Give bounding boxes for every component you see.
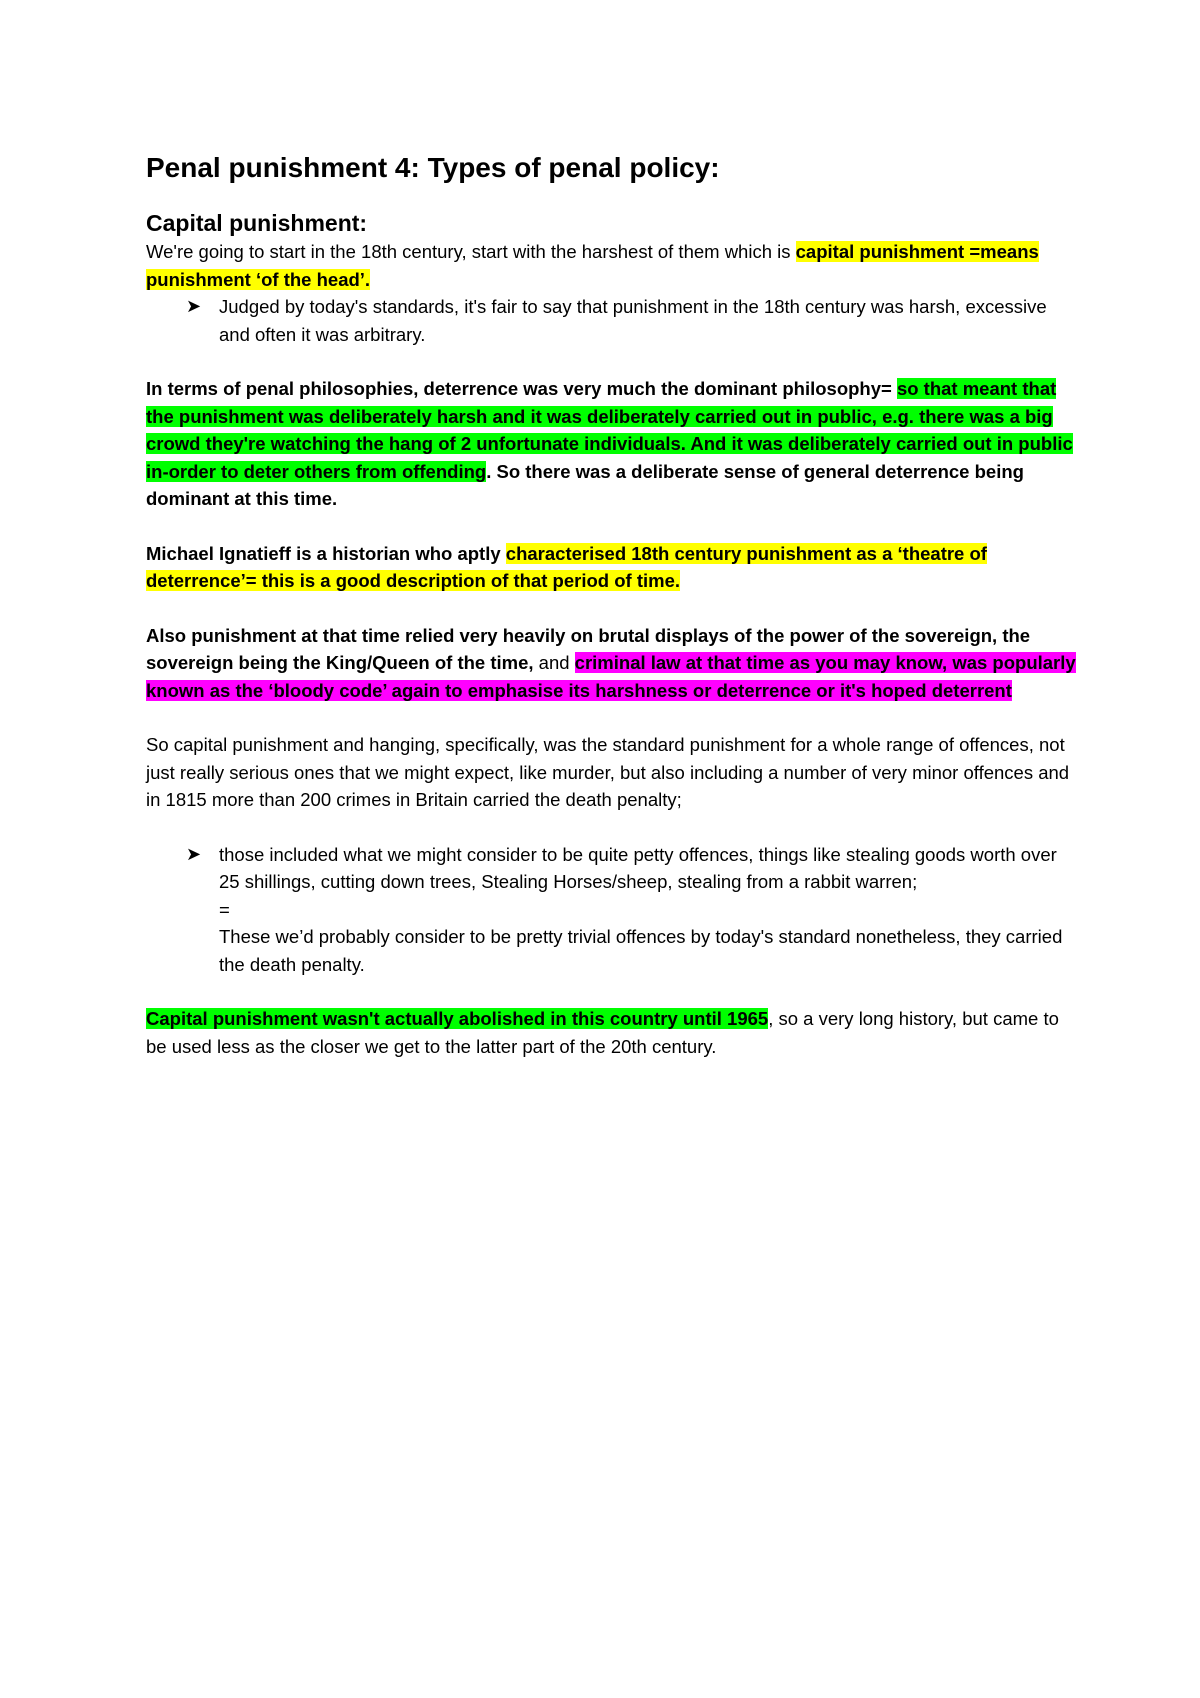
deterrence-paragraph [146, 375, 1076, 513]
ignatieff-paragraph [146, 540, 1076, 595]
bullet-equals: = [219, 898, 230, 920]
deterrence-lead: In terms of penal philosophies, deterrence was very much the dominant philosophy= [146, 378, 897, 399]
document-body [146, 150, 1076, 1060]
deterrence-tail: . So there was a deliberate sense of general deterrence being dominant at this time. [146, 460, 1024, 509]
intro-highlight: capital punishment =means punishment ‘of the head’. [146, 241, 1039, 290]
ignatieff-highlight: characterised 18th century punishment as a ‘theatre of deterrence’= this is a good description of that period of time. [146, 542, 987, 591]
bullet-item-judged [146, 293, 1076, 348]
ignatieff-lead: Michael Ignatieff is a historian who aptly [146, 542, 506, 564]
arrowhead-bullet-icon: ➤ [186, 296, 202, 316]
arrowhead-bullet-icon: ➤ [186, 843, 202, 864]
page-title: Penal punishment 4: Types of penal policy: [146, 152, 720, 183]
abolition-highlight: Capital punishment wasn't actually abolished in this country until 1965 [146, 1008, 769, 1029]
sovereign-highlight: criminal law at that time as you may know, was popularly known as the ‘bloody code’ again to emphasise its harshness or deterrence or it's hoped deterrent [146, 652, 1076, 701]
intro-paragraph [146, 238, 1076, 293]
hanging-paragraph: So capital punishment and hanging, specifically, was the standard punishment for a whole range of offences, not just really serious ones that we might expect, like murder, but also including a number of very minor offences and in 1815 more than 200 crimes in Britain carried the death penalty; [146, 734, 1070, 810]
bullet-line1: those included what we might consider to be quite petty offences, things like stealing goods worth over 25 shillings, cutting down trees, Stealing Horses/sheep, stealing from a rabbit warren; [219, 843, 1057, 892]
bullet-item-petty-offences [146, 841, 1076, 979]
sovereign-connector: and [533, 652, 575, 673]
section-heading: Capital punishment: [146, 210, 368, 236]
sovereign-lead: Also punishment at that time relied very heavily on brutal displays of the power of the sovereign, the sovereign being the King/Queen of the time, [146, 624, 1031, 673]
abolition-paragraph [146, 1005, 1076, 1060]
bullet-text: Judged by today's standards, it's fair to say that punishment in the 18th century was harsh, excessive and often it was arbitrary. [219, 296, 1047, 345]
bullet-line2: These we’d probably consider to be pretty trivial offences by today's standard nonetheless, they carried the death penalty. [219, 926, 1063, 975]
sovereign-paragraph [146, 622, 1076, 705]
deterrence-highlight: so that meant that the punishment was deliberately harsh and it was deliberately carried out in public, e.g. there was a big crowd they're watching the hang of 2 unfortunate individuals. And it was deliberately carried out in public in-order to deter others from offending [146, 378, 1073, 482]
intro-text: We're going to start in the 18th century, start with the harshest of them which is [146, 241, 796, 262]
abolition-tail: , so a very long history, but came to be used less as the closer we get to the latter part of the 20th century. [146, 1008, 1059, 1057]
